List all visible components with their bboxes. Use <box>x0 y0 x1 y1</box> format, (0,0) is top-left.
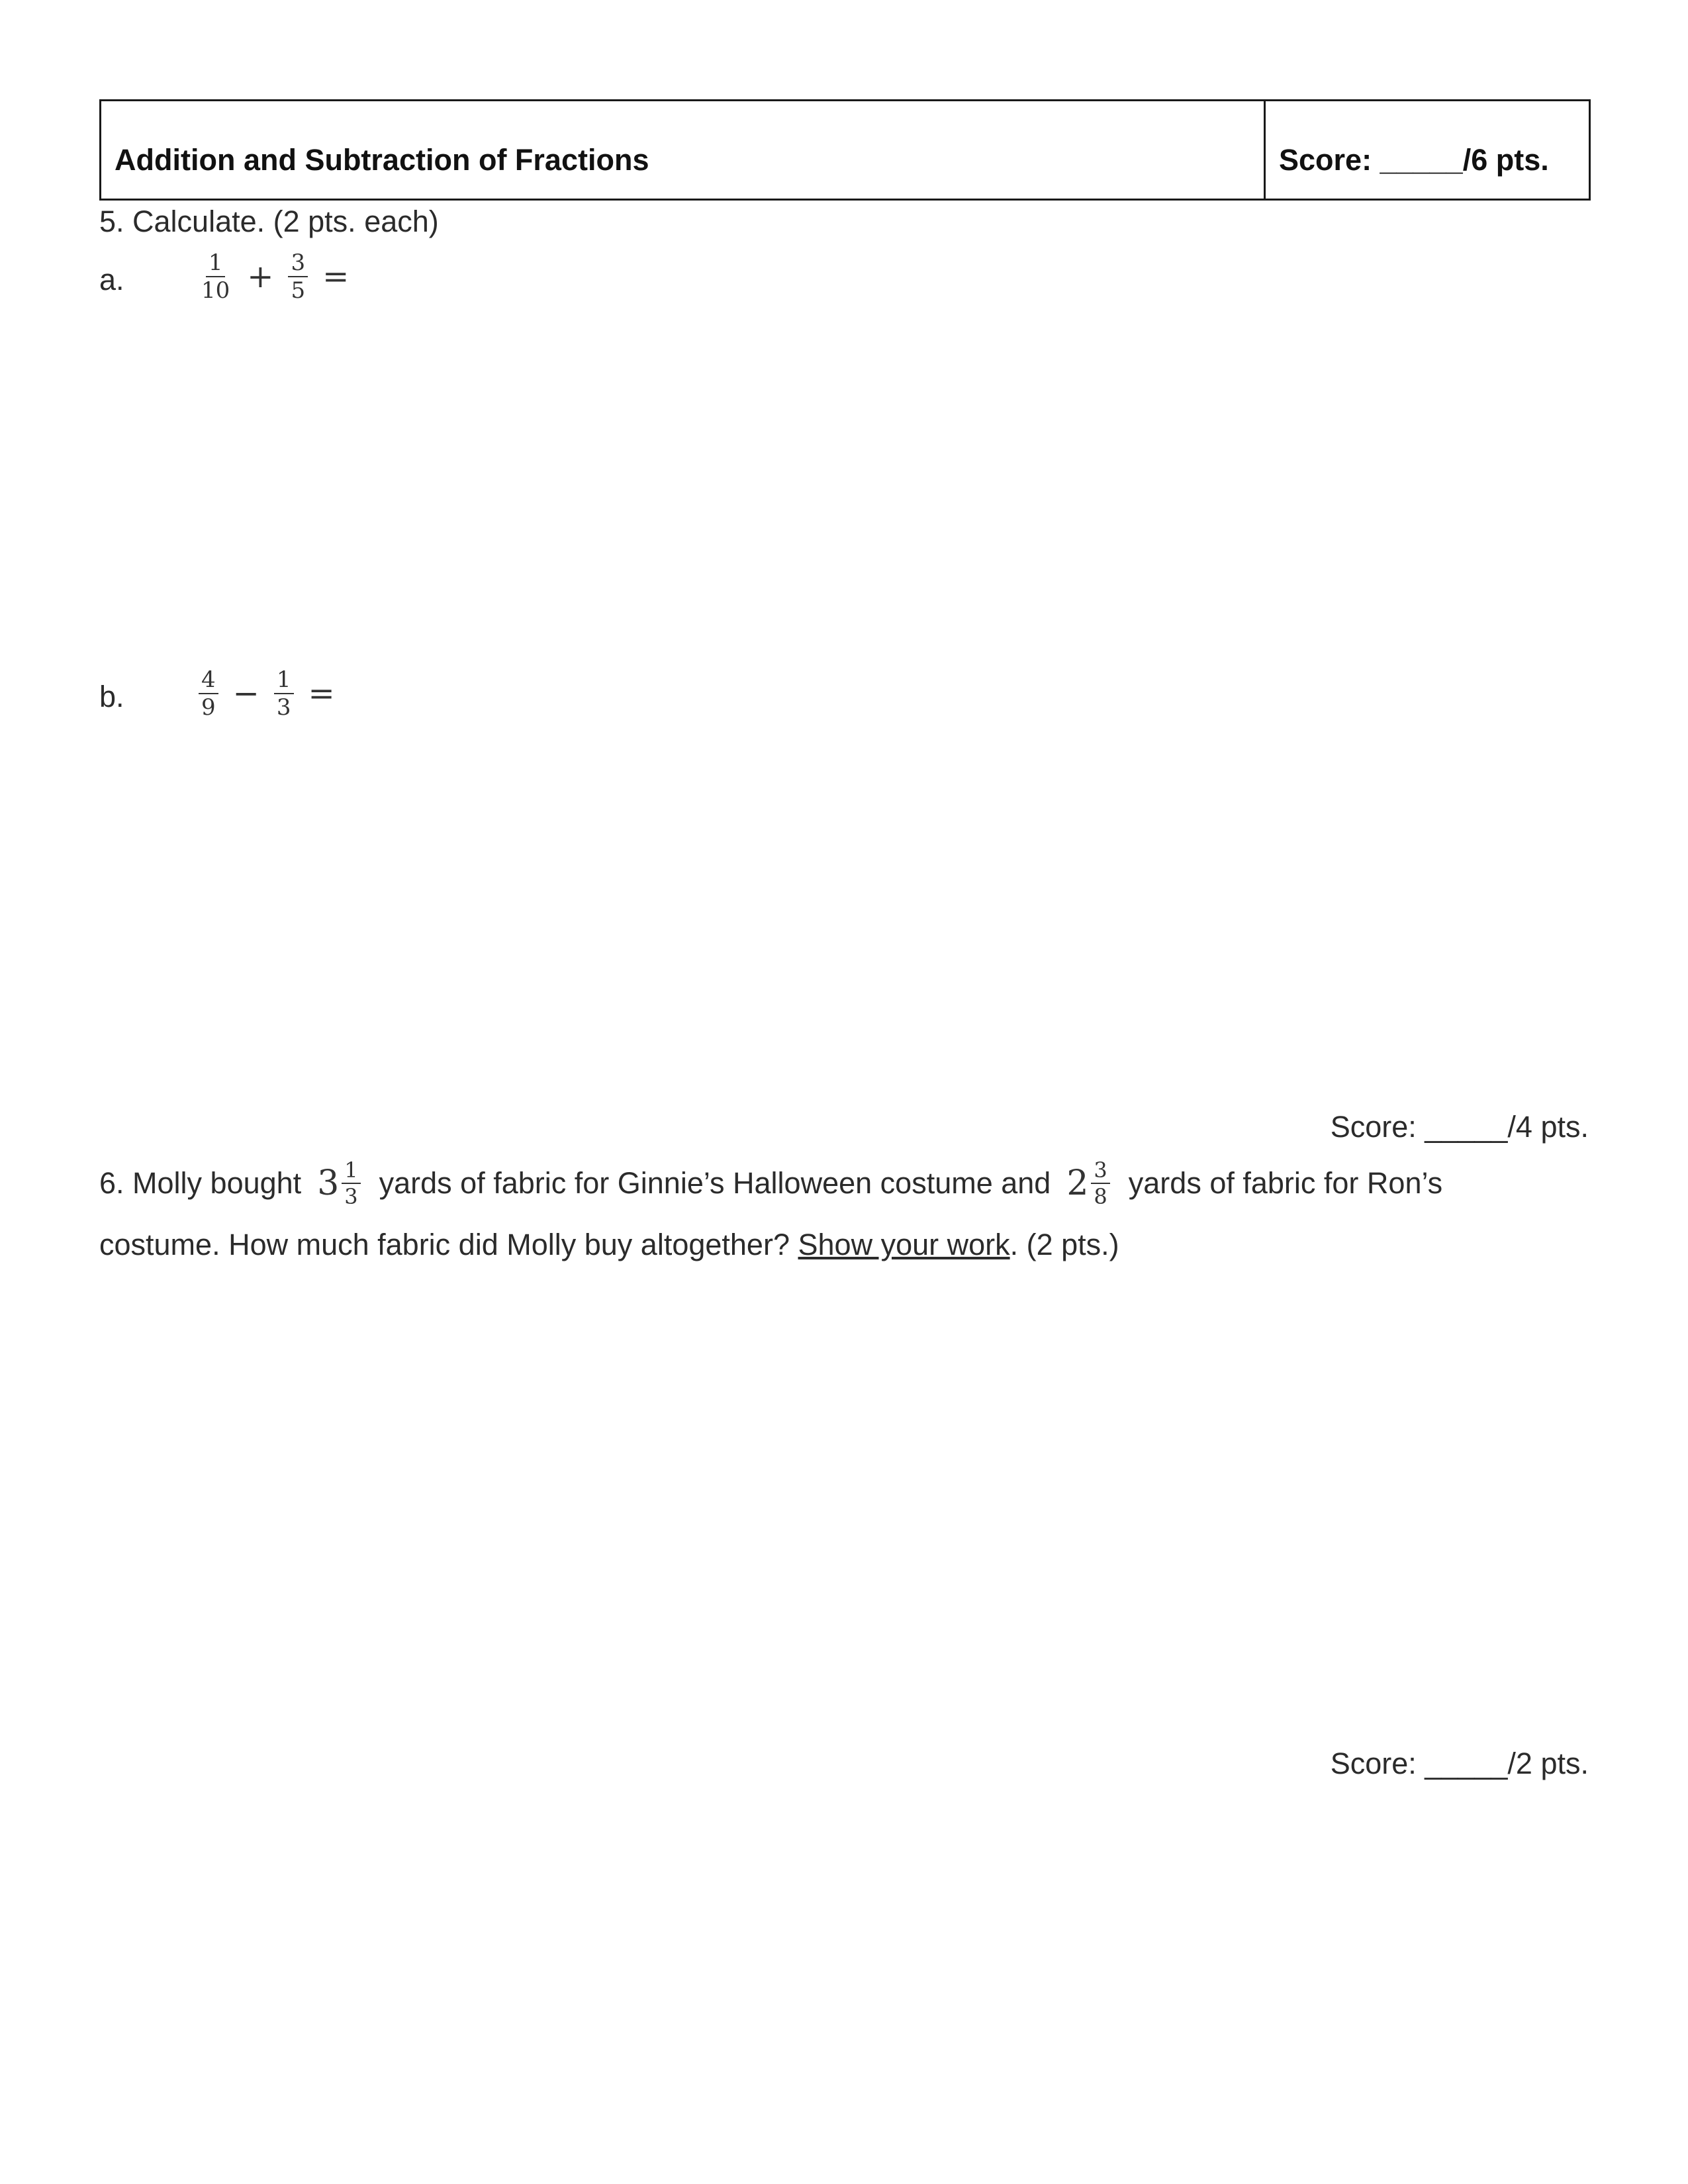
mixed-number-2 <box>1066 1160 1109 1207</box>
q6-text-part1: 6. Molly bought <box>99 1166 302 1200</box>
numerator: 3 <box>288 251 308 277</box>
q6-line1 <box>99 1160 1442 1207</box>
fraction <box>288 251 308 302</box>
worksheet-title: Addition and Subtraction of Fractions <box>101 101 1266 199</box>
fraction <box>199 251 232 302</box>
fraction <box>342 1160 360 1207</box>
denominator: 3 <box>344 1184 358 1209</box>
whole-part: 3 <box>317 1163 340 1203</box>
plus-operator: + <box>247 258 274 295</box>
fraction <box>274 668 294 719</box>
q6-line2 <box>99 1230 1119 1259</box>
numerator: 1 <box>206 251 226 277</box>
denominator: 8 <box>1094 1184 1107 1209</box>
q6-text-part2: yards of fabric for Ginnie’s Halloween costume and <box>379 1166 1051 1200</box>
q5a-expression <box>199 251 363 302</box>
numerator: 3 <box>1091 1160 1109 1184</box>
q5b-expression <box>199 668 350 719</box>
numerator: 1 <box>342 1160 360 1184</box>
denominator: 10 <box>201 277 230 304</box>
minus-operator: − <box>232 675 259 712</box>
q5-prompt: 5. Calculate. (2 pts. each) <box>99 205 439 238</box>
denominator: 9 <box>201 694 216 721</box>
header-table <box>99 99 1591 201</box>
q6-score: Score: _____/2 pts. <box>1330 1747 1589 1780</box>
q6-points: . (2 pts.) <box>1009 1228 1119 1261</box>
denominator: 5 <box>291 277 306 304</box>
whole-part: 2 <box>1066 1163 1089 1203</box>
q5-score: Score: _____/4 pts. <box>1330 1110 1589 1144</box>
q6-question-text: costume. How much fabric did Molly buy altogether? <box>99 1228 790 1261</box>
denominator: 3 <box>276 694 291 721</box>
q5a-label: a. <box>99 263 124 296</box>
fraction <box>1091 1160 1109 1207</box>
header-score: Score: _____/6 pts. <box>1279 143 1549 177</box>
numerator: 4 <box>199 668 218 694</box>
fraction <box>199 668 218 719</box>
q6-text-part3: yards of fabric for Ron’s <box>1128 1166 1443 1200</box>
mixed-number-1 <box>317 1160 360 1207</box>
numerator: 1 <box>274 668 294 694</box>
q5b-label: b. <box>99 680 124 713</box>
show-your-work: Show your work <box>798 1228 1010 1261</box>
equals-sign: = <box>308 675 335 712</box>
equals-sign: = <box>322 258 350 295</box>
